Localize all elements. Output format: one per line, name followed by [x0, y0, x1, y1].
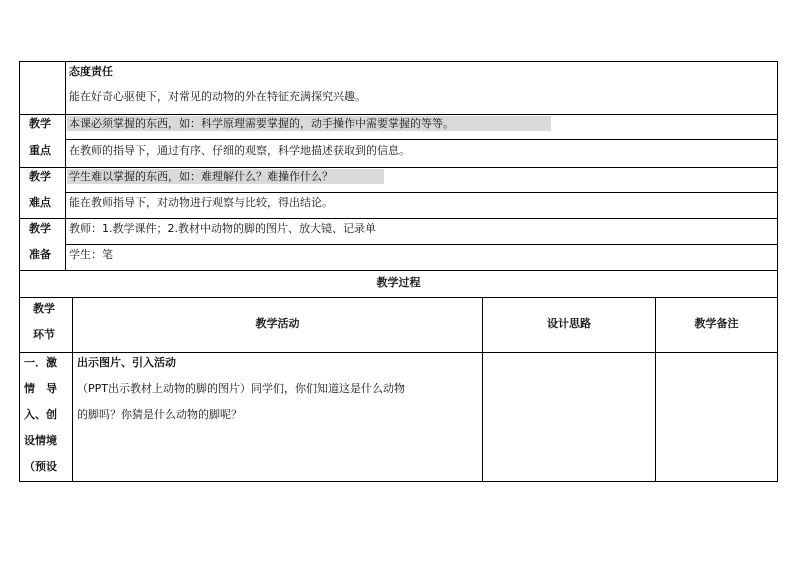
stage-line: （预设	[24, 460, 57, 473]
stage-line: 情 导	[24, 382, 57, 395]
activity-line: 的脚吗？你猜是什么动物的脚呢？	[77, 408, 242, 421]
stage-line: 一．激	[24, 356, 57, 369]
stage-line: 入、创	[24, 408, 57, 421]
stage-header-bottom: 环节	[33, 328, 55, 341]
stage-line: 设情境	[24, 434, 57, 447]
row-line: 能在教师指导下，对动物进行观察与比较，得出结论。	[69, 196, 333, 209]
row-line: 学生：笔	[69, 248, 113, 261]
activity-header: 教学活动	[255, 317, 300, 330]
row-label-bottom: 重点	[29, 144, 51, 157]
row-line: 学生难以掌握的东西，如：难理解什么？难操作什么？	[69, 170, 333, 183]
row-label-top: 教学	[29, 170, 51, 183]
row-label-bottom: 难点	[29, 196, 51, 209]
section-heading: 态度责任	[69, 65, 113, 78]
design-header: 设计思路	[547, 317, 591, 330]
notes-header: 教学备注	[694, 317, 739, 330]
section-text: 能在好奇心驱使下，对常见的动物的外在特征充满探究兴趣。	[69, 90, 366, 103]
stage-header-top: 教学	[33, 302, 55, 315]
row-label-bottom: 准备	[29, 248, 51, 261]
row-label-top: 教学	[29, 117, 51, 130]
activity-line: （PPT出示教材上动物的脚的图片）同学们，你们知道这是什么动物	[77, 382, 405, 395]
activity-title: 出示图片、引入活动	[77, 356, 176, 369]
lesson-plan-table	[19, 61, 778, 482]
process-title: 教学过程	[376, 276, 421, 289]
row-label-top: 教学	[29, 222, 51, 235]
row-line: 本课必须掌握的东西，如：科学原理需要掌握的，动手操作中需要掌握的等等。	[69, 117, 454, 130]
row-line: 在教师的指导下，通过有序、仔细的观察，科学地描述获取到的信息。	[69, 144, 410, 157]
row-line: 教师：1.教学课件；2.教材中动物的脚的图片、放大镜、记录单	[69, 222, 376, 235]
